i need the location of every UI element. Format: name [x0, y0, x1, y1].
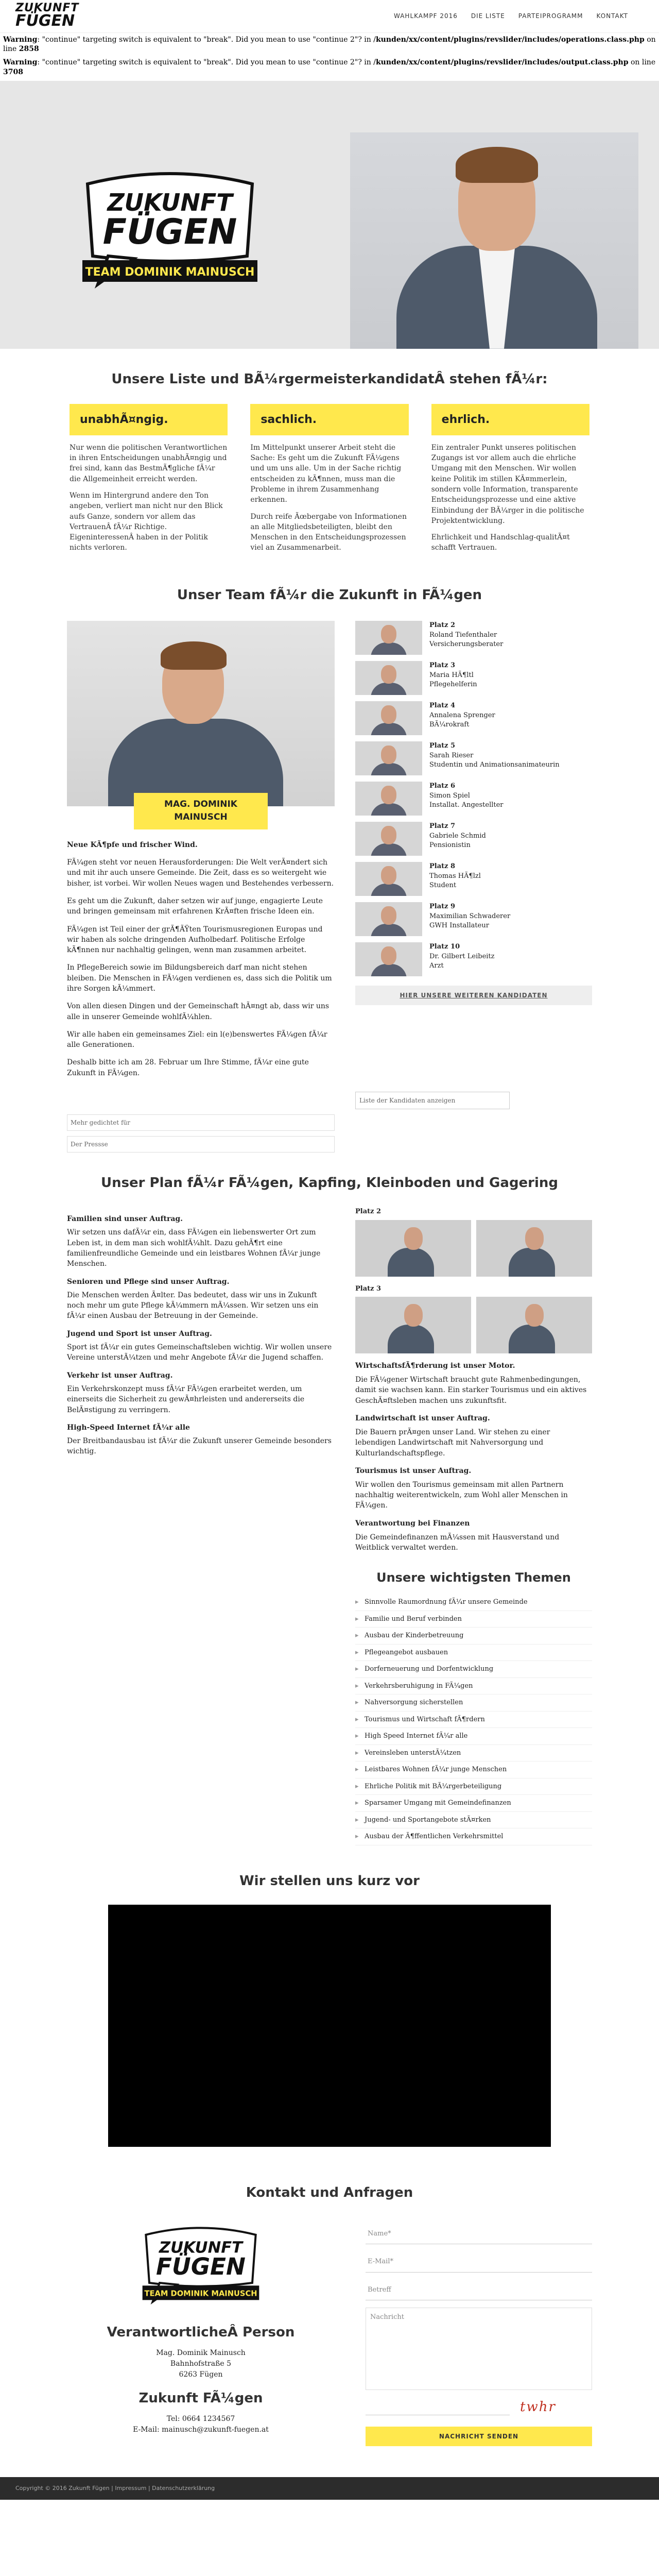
contact-section [0, 2224, 659, 2447]
member-list [355, 621, 592, 1086]
list-item: Platz 8 Thomas HÃ¶lzl Student [355, 862, 592, 896]
hero-logo [77, 168, 263, 297]
themes-list [355, 1594, 592, 1845]
member-photo [355, 862, 422, 896]
video-title: Wir stellen uns kurz vor [239, 1873, 420, 1889]
plan-text: Die Bauern prÃ¤gen unser Land. Wir stehen zu einer lebendigen Landwirtschaft mit Nahversorgung und Kulturlandschaftspflege. [355, 1428, 550, 1458]
value-text: Im Mittelpunkt unserer Arbeit steht die Sache: Es geht um die Zukunft FÃ¼gens und um uns alle. Um in der Sache richtig entscheiden zu kÃ¶nnen, muss man die Probleme in ihrem Zusammenhang erkennen. [250, 443, 402, 504]
footer [0, 2477, 659, 2500]
team-text: FÃ¼gen ist Teil einer der grÃ¶ÃŸten Tourismusregionen Europas und wir haben als solche dringenden Aufholbedarf. Politische Erfolge kÃ¶nnen nur nachhaltig gelingen, wenn man zusammen arbeitet. [67, 925, 323, 955]
value-text: Wenn im Hintergrund andere den Ton angeben, verliert man nicht nur den Blick aufs Ganze, sondern vor allem das VertrauenÂ fÃ¼r Richtige. EigeninteressenÂ haben in der Politik nichts verloren. [70, 491, 223, 552]
list-item: ▸ Tourismus und Wirtschaft fÃ¶rdern [355, 1711, 592, 1728]
value-head-3: ehrlich. [431, 404, 589, 435]
list-item: ▸ Dorferneuerung und Dorfentwicklung [355, 1661, 592, 1678]
plan-title: Unser Plan fÃ¼r FÃ¼gen, Kapfing, Kleinboden und Gagering [100, 1175, 559, 1191]
plan-section [0, 1207, 659, 1845]
nav-item-parteiprogramm[interactable]: PARTEIPROGRAMM [518, 12, 583, 20]
php-warning-2: Warning: "continue" targeting switch is equivalent to "break". Did you mean to use "continue 2"? in /kunden/xx/content/plugins/revslider/includes/output.class.php on line 3708 [3, 58, 656, 76]
nav-item-wahlkampf[interactable]: WAHLKAMPF 2016 [394, 12, 458, 20]
email-field[interactable]: E-Mail* [366, 2251, 592, 2273]
value-column-3 [431, 404, 589, 567]
captcha-image: twhr [520, 2399, 556, 2415]
top-bar [0, 0, 659, 33]
team-text: In PflegeBereich sowie im Bildungsbereich darf man nicht stehen bleiben. Die Menschen in FÃ¼gen verdienen es, dass sich die Politik um ihre Sorgen kÃ¼mmert. [67, 963, 332, 993]
hero-logo-top: ZUKUNFT [107, 188, 233, 216]
list-item: Platz 4 Annalena Sprenger BÃ¼rokraft [355, 701, 592, 735]
more-candidates-button[interactable]: HIER UNSERE WEITEREN KANDIDATEN [355, 986, 592, 1005]
responsible-heading: VerantwortlicheÂ Person [107, 2325, 295, 2341]
list-item: Platz 5 Sarah Rieser Studentin und Animationsanimateurin [355, 741, 592, 775]
team-photo [355, 1220, 471, 1277]
plan-text: Wir wollen den Tourismus gemeinsam mit allen Partnern nachhaltig weiterentwickeln, zum Wohl aller Menschen in FÃ¼gen. [355, 1480, 568, 1510]
candidate-photo [67, 621, 335, 806]
value-text: Durch reife Ãœbergabe von Informationen an alle Mitgliedsbeteiligten, bleibt den Menschen in den Entscheidungsprozessen viel an Zusammenarbeit. [250, 512, 407, 552]
plan-heading: WirtschaftsfÃ¶rderung ist unser Motor. [355, 1362, 515, 1370]
member-photo [355, 621, 422, 655]
logo-line2: FÜGEN [15, 11, 75, 30]
list-item: ▸ High Speed Internet fÃ¼r alle [355, 1728, 592, 1745]
text-box-2[interactable]: Der Pressse [67, 1136, 335, 1153]
team-text: Wir alle haben ein gemeinsames Ziel: ein l(e)benswertes FÃ¼gen fÃ¼r alle Generationen. [67, 1030, 327, 1049]
plan-text: Sport ist fÃ¼r ein gutes Gemeinschaftsleben wichtig. Wir wollen unsere Vereine unterstÃ¼tzen und mehr Angebote fÃ¼r die Jugend schaffen. [67, 1343, 332, 1362]
plan-text: Die FÃ¼gener Wirtschaft braucht gute Rahmenbedingungen, damit sie wachsen kann. Ein starker Tourismus und ein aktives GeschÃ¤ftsleben machen uns zukunftsfit. [355, 1376, 587, 1405]
list-item: ▸ Familie und Beruf verbinden [355, 1611, 592, 1628]
team-title: Unser Team fÃ¼r die Zukunft in FÃ¼gen [177, 587, 482, 603]
plan-heading: Senioren und Pflege sind unser Auftrag. [67, 1277, 230, 1286]
member-photo [355, 701, 422, 735]
team-photos-1 [355, 1220, 592, 1277]
candidates-dropdown[interactable]: Liste der Kandidaten anzeigen [355, 1092, 510, 1109]
member-photo [355, 902, 422, 936]
captcha-input[interactable] [366, 2400, 510, 2415]
plan-text: Die Menschen werden Ã¤lter. Das bedeutet, dass wir uns in Zukunft noch mehr um gute Pflege kÃ¼mmern mÃ¼ssen. Wir setzen uns ein fÃ¼r einen Ausbau der Betreuung in der Gemeinde. [67, 1291, 319, 1320]
list-item: ▸ Nahversorgung sicherstellen [355, 1694, 592, 1711]
plan-text: Ein Verkehrskonzept muss fÃ¼r FÃ¼gen erarbeitet werden, um einerseits die Sicherheit zu gewÃ¤hrleisten und andererseits die BelÃ¤stigung zu verringern. [67, 1384, 305, 1414]
value-column-2 [250, 404, 408, 567]
list-item: ▸ Vereinsleben unterstÃ¼tzen [355, 1745, 592, 1762]
themes-title: Unsere wichtigsten Themen [376, 1570, 571, 1585]
value-head-1: unabhÃ¤ngig. [70, 404, 228, 435]
plan-text: Der Breitbandausbau ist fÃ¼r die Zukunft unserer Gemeinde besonders wichtig. [67, 1437, 332, 1456]
team-text: Deshalb bitte ich am 28. Februar um Ihre Stimme, fÃ¼r eine gute Zukunft in FÃ¼gen. [67, 1058, 309, 1077]
team-section [0, 621, 659, 1086]
responsible-street: Bahnhofstraße 5 [170, 2360, 232, 2368]
plan-text: Wir setzen uns dafÃ¼r ein, dass FÃ¼gen ein liebenswerter Ort zum Leben ist, in dem man sich wohlfÃ¼hlt. Dazu gehÃ¶rt eine familienfreundliche Gemeinde und ein leistbares Wohnen fÃ¼r junge Menschen. [67, 1228, 321, 1268]
main-nav [394, 11, 628, 21]
logo-line1: ZUKUNFT [15, 2, 79, 14]
text-box-1[interactable]: Mehr gedichtet für [67, 1114, 335, 1131]
nav-item-liste[interactable]: DIE LISTE [471, 12, 505, 20]
org-email: E-Mail: mainusch@zukunft-fuegen.at [133, 2426, 269, 2434]
liste-title: Unsere Liste und BÃ¼rgermeisterkandidatÂ stehen fÃ¼r: [111, 371, 548, 387]
list-item: Platz 2 Roland Tiefenthaler Versicherungsberater [355, 621, 592, 655]
contact-form [366, 2224, 592, 2447]
hero-logo-sub: TEAM DOMINIK MAINUSCH [85, 265, 255, 279]
contact-logo-main: FÜGEN [156, 2252, 246, 2280]
php-warning-1: Warning: "continue" targeting switch is equivalent to "break". Did you mean to use "continue 2"? in /kunden/xx/content/plugins/revslider/includes/operations.class.php on line 2858 [3, 36, 656, 54]
subject-field[interactable]: Betreff [366, 2280, 592, 2301]
value-text: Ehrlichkeit und Handschlag-qualitÃ¤t schafft Vertrauen. [431, 533, 570, 552]
value-head-2: sachlich. [250, 404, 408, 435]
plan-heading: Tourismus ist unser Auftrag. [355, 1466, 472, 1475]
hero-banner [0, 81, 659, 349]
list-item: ▸ Leistbares Wohnen fÃ¼r junge Menschen [355, 1761, 592, 1778]
team-photo [476, 1297, 592, 1353]
plan-heading: High-Speed Internet fÃ¼r alle [67, 1423, 190, 1432]
member-photo [355, 822, 422, 856]
plan-text: Die Gemeindefinanzen mÃ¼ssen mit Hausverstand und Weitblick verwaltet werden. [355, 1533, 560, 1552]
member-photo [355, 782, 422, 816]
plan-heading: Jugend und Sport ist unser Auftrag. [67, 1329, 212, 1338]
team-text: Es geht um die Zukunft, daher setzen wir auf junge, engagierte Leute und bringen gemeinsam mit erfahrenen KrÃ¤ften frische Ideen ein. [67, 896, 323, 916]
list-item: ▸ Jugend- und Sportangebote stÃ¤rken [355, 1812, 592, 1829]
hero-candidate-photo [350, 132, 638, 349]
list-item: ▸ Verkehrsberuhigung in FÃ¼gen [355, 1678, 592, 1695]
contact-title: Kontakt und Anfragen [246, 2184, 413, 2200]
contact-logo [139, 2224, 263, 2311]
team-photos-2 [355, 1297, 592, 1353]
list-item: Platz 3 Maria HÃ¶ltl Pflegehelferin [355, 661, 592, 695]
list-item: ▸ Ausbau der Kinderbetreuung [355, 1628, 592, 1645]
team-text: Von allen diesen Dingen und der Gemeinschaft hÃ¤ngt ab, dass wir uns alle in unserer Gemeinde wohlfÃ¼hlen. [67, 1002, 330, 1021]
responsible-name: Mag. Dominik Mainusch [156, 2349, 246, 2358]
list-item: ▸ Sinnvolle Raumordnung fÃ¼r unsere Gemeinde [355, 1594, 592, 1611]
list-item: ▸ Sparsamer Umgang mit Gemeindefinanzen [355, 1795, 592, 1812]
hero-logo-main: FÜGEN [102, 211, 237, 252]
send-button[interactable]: NACHRICHT SENDEN [366, 2427, 592, 2446]
candidate-name-tag: MAG. DOMINIK MAINUSCH [134, 793, 268, 829]
member-photo [355, 661, 422, 695]
message-field[interactable]: Nachricht [366, 2308, 592, 2390]
member-photo [355, 942, 422, 976]
contact-logo-top: ZUKUNFT [159, 2239, 243, 2257]
list-item: ▸ Ausbau der Ã¶ffentlichen Verkehrsmittel [355, 1828, 592, 1845]
plan-heading: Verantwortung bei Finanzen [355, 1519, 470, 1528]
list-item: Platz 7 Gabriele Schmid Pensionistin [355, 822, 592, 856]
plan-heading: Verkehr ist unser Auftrag. [67, 1371, 173, 1380]
plan-heading: Landwirtschaft ist unser Auftrag. [355, 1414, 490, 1422]
member-photo [355, 741, 422, 775]
list-item: Platz 10 Dr. Gilbert Leibeitz Arzt [355, 942, 592, 976]
value-text: Nur wenn die politischen Verantwortlichen in ihren Entscheidungen unabhÃ¤ngig und frei sind, kann das BestmÃ¶gliche fÃ¼r die Allgemeinheit erreicht werden. [70, 443, 228, 483]
team-photo [355, 1297, 471, 1353]
team-photo [476, 1220, 592, 1277]
video-player[interactable] [108, 1905, 551, 2147]
photo-label: Platz 2 [355, 1208, 381, 1216]
footer-text: Copyright © 2016 Zukunft Fügen | Impressum | Datenschutzerklärung [15, 2485, 215, 2492]
values-columns [0, 404, 659, 567]
list-item: ▸ Ehrliche Politik mit BÃ¼rgerbeteiligung [355, 1778, 592, 1795]
name-field[interactable]: Name* [366, 2224, 592, 2245]
value-column-1 [70, 404, 228, 567]
nav-item-kontakt[interactable]: KONTAKT [596, 12, 628, 20]
site-logo[interactable] [15, 3, 79, 28]
list-item: Platz 9 Maximilian Schwaderer GWH Installateur [355, 902, 592, 936]
org-phone: Tel: 0664 1234567 [166, 2415, 235, 2424]
team-text: FÃ¼gen steht vor neuen Herausforderungen: Die Welt verÃ¤ndert sich und mit ihr auch unsere Gemeinde. Die Zeit, dass es so weitergeht wie bisher, ist vorbei. Wir wollen Neues wagen und Bestehendes verbessern. [67, 858, 334, 888]
value-text: Ein zentraler Punkt unseres politischen Zugangs ist vor allem auch die ehrliche Umgang mit den Menschen. Wir wollen keine Politik im stillen KÃ¤mmerlein, sondern volle Information, transparente Entscheidungsprozesse und eine aktive Einbindung der BÃ¼rger in die politische Projektentwicklung. [431, 443, 584, 525]
photo-label: Platz 3 [355, 1284, 381, 1293]
plan-heading: Familien sind unser Auftrag. [67, 1215, 183, 1224]
team-intro-head: Neue KÃ¶pfe und frischer Wind. [67, 840, 198, 849]
contact-logo-sub: TEAM DOMINIK MAINUSCH [144, 2289, 257, 2298]
list-item: ▸ Pflegeangebot ausbauen [355, 1645, 592, 1662]
responsible-city: 6263 Fügen [179, 2370, 223, 2379]
list-item: Platz 6 Simon Spiel Installat. Angestellter [355, 782, 592, 816]
org-heading: Zukunft FÃ¼gen [138, 2391, 263, 2406]
